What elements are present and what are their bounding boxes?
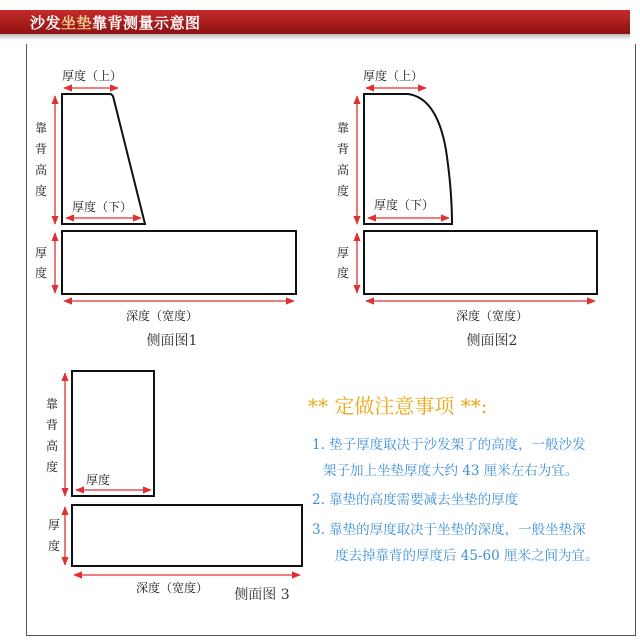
- fig3-backrest-rect: [72, 371, 154, 496]
- fig3-seat-cushion: [72, 505, 302, 566]
- fig3-back-height-char-4: 度: [45, 460, 59, 474]
- fig3-caption: 侧面图 3: [234, 587, 290, 603]
- fig1-back-height-char-4: 度: [34, 184, 48, 198]
- fig3-back-thickness-label: 厚度: [85, 473, 111, 487]
- fig1-depth-label: 深度（宽度）: [125, 309, 199, 323]
- note-1-line-1: 1. 垫子厚度取决于沙发架了的高度，一般沙发: [312, 437, 586, 453]
- fig1-back-height-char-1: 靠: [34, 121, 48, 135]
- fig1-back-height-char-3: 高: [34, 163, 48, 177]
- fig2-back-height-char-2: 背: [336, 142, 350, 156]
- fig1-bottom-thickness-label: 厚度（下）: [71, 200, 133, 214]
- fig3-seat-thickness-char-1: 厚: [47, 518, 61, 532]
- fig3-back-height-char-1: 靠: [45, 397, 59, 411]
- note-2-line-1: 2. 靠垫的高度需要减去坐垫的厚度: [312, 492, 519, 508]
- fig2-back-height-char-4: 度: [336, 184, 350, 198]
- fig1-seat-cushion: [62, 231, 296, 294]
- fig2-caption: 侧面图2: [466, 333, 518, 349]
- fig1-seat-thickness-char-1: 厚: [34, 246, 48, 260]
- fig2-seat-cushion: [364, 231, 597, 294]
- note-1-line-2: 架子加上坐垫厚度大约 43 厘米左右为宜。: [323, 463, 579, 479]
- fig2-back-height-char-3: 高: [336, 163, 350, 177]
- fig2-top-thickness-label: 厚度（上）: [362, 69, 424, 83]
- fig3-back-height-char-3: 高: [45, 439, 59, 453]
- figure-3: [46, 371, 302, 603]
- fig2-seat-thickness-char-2: 度: [336, 266, 350, 280]
- figure-2: [337, 68, 597, 349]
- fig1-caption: 侧面图1: [146, 333, 198, 349]
- fig3-seat-thickness-char-2: 度: [47, 539, 61, 553]
- fig1-back-height-char-2: 背: [34, 142, 48, 156]
- fig1-seat-thickness-char-2: 度: [34, 266, 48, 280]
- figure-1: [35, 68, 296, 349]
- fig2-back-height-char-1: 靠: [336, 121, 350, 135]
- fig3-depth-label: 深度（宽度）: [135, 581, 209, 595]
- fig2-seat-thickness-char-1: 厚: [336, 246, 350, 260]
- page-title: 沙发坐垫靠背测量示意图: [30, 14, 201, 32]
- fig1-top-thickness-label: 厚度（上）: [61, 69, 123, 83]
- note-3-line-1: 3. 靠垫的厚度取决于坐垫的深度，一般坐垫深: [312, 522, 586, 538]
- notes-title: ** 定做注意事项 **:: [308, 394, 488, 418]
- fig2-depth-label: 深度（宽度）: [455, 309, 529, 323]
- note-3-line-2: 度去掉靠背的厚度后 45-60 厘米之间为宜。: [335, 548, 599, 564]
- fig3-back-height-char-2: 背: [45, 418, 59, 432]
- fig2-bottom-thickness-label: 厚度（下）: [373, 198, 435, 212]
